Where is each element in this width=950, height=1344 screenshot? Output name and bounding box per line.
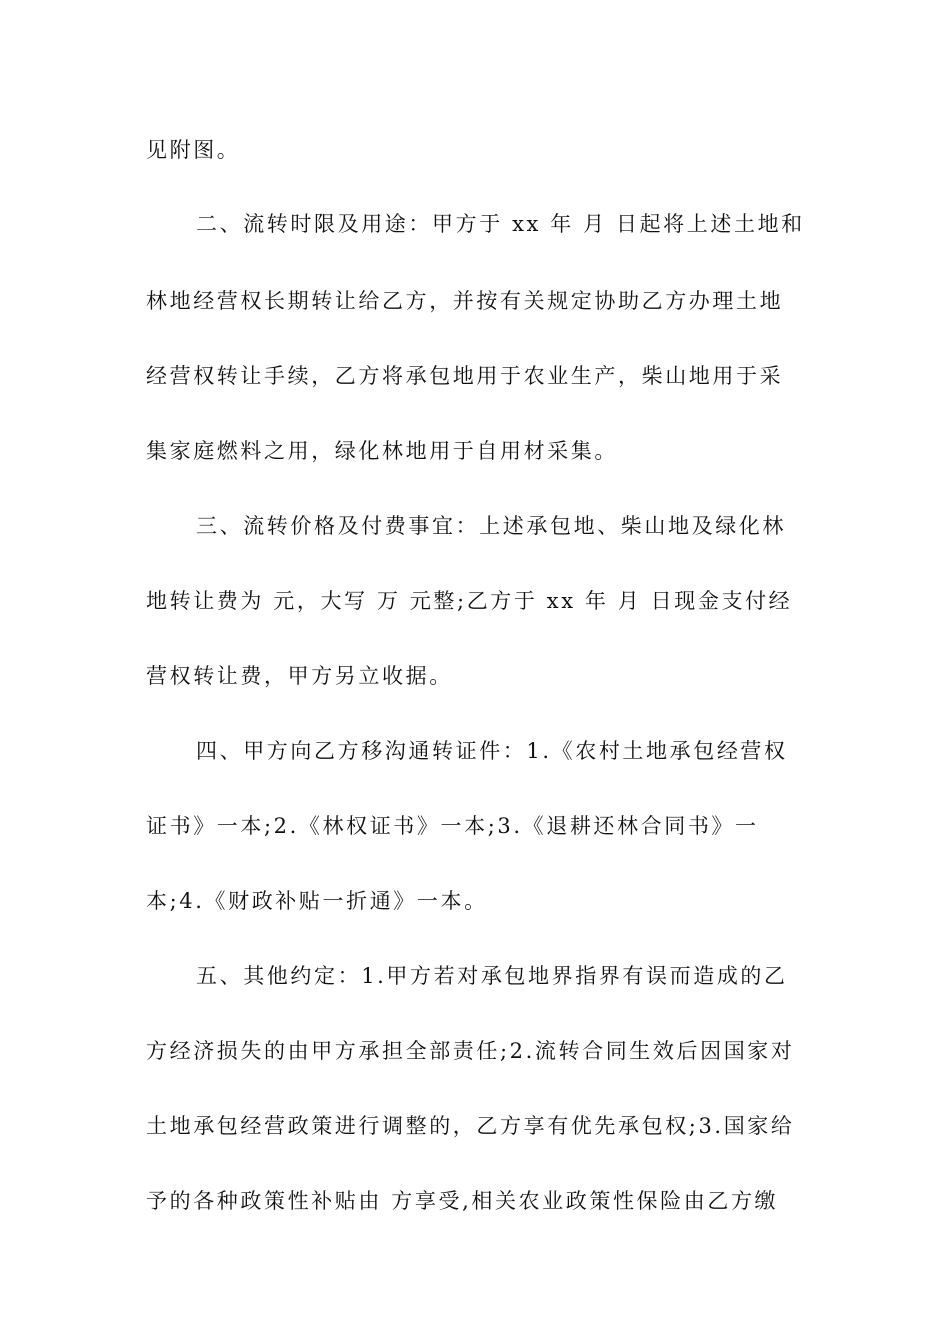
paragraph-line: 土地承包经营政策进行调整的，乙方享有优先承包权;3.国家给 — [146, 1114, 795, 1138]
paragraph-line: 本;4.《财政补贴一折通》一本。 — [146, 889, 488, 913]
paragraph-line: 地转让费为 元，大写 万 元整;乙方于 xx 年 月 日现金支付经 — [146, 589, 793, 613]
paragraph-line: 三、流转价格及付费事宜：上述承包地、柴山地及绿化林 — [196, 514, 786, 538]
paragraph-line: 予的各种政策性补贴由 方享受,相关农业政策性保险由乙方缴 — [146, 1189, 779, 1213]
paragraph-line: 方经济损失的由甲方承担全部责任;2.流转合同生效后因国家对 — [146, 1039, 795, 1063]
paragraph-line: 证书》一本;2.《林权证书》一本;3.《退耕还林合同书》一 — [146, 814, 759, 838]
paragraph-line: 集家庭燃料之用，绿化林地用于自用材采集。 — [146, 439, 618, 463]
paragraph-line: 营权转让费，甲方另立收据。 — [146, 664, 453, 688]
paragraph-line: 见附图。 — [146, 138, 241, 162]
paragraph-line: 经营权转让手续，乙方将承包地用于农业生产，柴山地用于采 — [146, 364, 784, 388]
paragraph-line: 二、流转时限及用途：甲方于 xx 年 月 日起将上述土地和 — [196, 212, 805, 236]
paragraph-line: 五、其他约定：1.甲方若对承包地界指界有误而造成的乙 — [196, 964, 788, 988]
paragraph-line: 林地经营权长期转让给乙方，并按有关规定协助乙方办理土地 — [146, 289, 784, 313]
paragraph-line: 四、甲方向乙方移沟通转证件：1.《农村土地承包经营权 — [196, 739, 788, 763]
